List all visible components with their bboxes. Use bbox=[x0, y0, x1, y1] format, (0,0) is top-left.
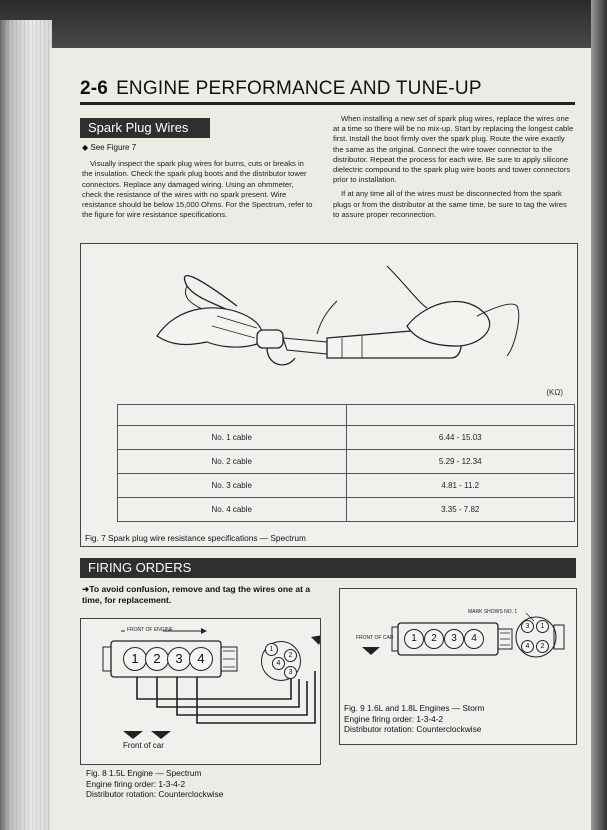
cylinder-1: 1 bbox=[123, 647, 147, 671]
fig9-firing-order: Engine firing order: 1-3-4-2 bbox=[344, 713, 444, 724]
table-row bbox=[118, 498, 575, 522]
front-of-car-label: FRONT OF CAR bbox=[356, 635, 394, 641]
fig9-caption-title: Fig. 9 1.6L and 1.8L Engines — Storm bbox=[344, 703, 485, 713]
cable-name: No. 4 cable bbox=[118, 498, 347, 522]
ohmmeter-hands-illustration bbox=[117, 246, 575, 404]
right-column-text bbox=[333, 114, 575, 224]
paragraph-tagging: If at any time all of the wires must be disconnected from the spark plugs or from the distributor at the same time, be sure to tag the wires to assure proper reconnection. bbox=[333, 189, 567, 219]
book-page-edges bbox=[0, 20, 52, 830]
cable-name: No. 3 cable bbox=[118, 474, 347, 498]
cylinder-3: 3 bbox=[444, 629, 464, 649]
see-figure-ref: ◆ See Figure 7 bbox=[82, 143, 137, 152]
left-column-text bbox=[82, 140, 314, 224]
table-row bbox=[118, 474, 575, 498]
cylinder-2: 2 bbox=[424, 629, 444, 649]
cable-resistance: 5.29 - 12.34 bbox=[346, 450, 575, 474]
paragraph-inspect: Visually inspect the spark plug wires for burns, cuts or breaks in the insulation. Check the spark plug boots and the distributor tower connectors. Replace any damaged wiring. Using an ohmmeter, check the resistance of the wires with no spark present. Wire resistance should be below 15,000 Ohms. For the Spectrum, refer to the figure for wire resistance specifications. bbox=[82, 159, 313, 220]
cylinder-4: 4 bbox=[189, 647, 213, 671]
distributor-tower-1: 1 bbox=[265, 643, 278, 656]
cylinder-1: 1 bbox=[404, 629, 424, 649]
page-header bbox=[80, 78, 482, 100]
section-heading-spark-plug-wires: Spark Plug Wires bbox=[80, 118, 210, 138]
figure-7-caption: Fig. 7 Spark plug wire resistance specifications — Spectrum bbox=[85, 533, 306, 543]
cable-name: No. 1 cable bbox=[118, 426, 347, 450]
mark-shows-label: MARK SHOWS NO. 1 bbox=[468, 609, 518, 615]
distributor-tower-2: 2 bbox=[284, 649, 297, 662]
resistance-unit: (KΩ) bbox=[546, 388, 563, 397]
cable-resistance: 6.44 - 15.03 bbox=[346, 426, 575, 450]
front-of-car-label: Front of car bbox=[123, 741, 164, 750]
manual-page bbox=[50, 48, 591, 830]
cable-resistance: 3.35 - 7.82 bbox=[346, 498, 575, 522]
table-row bbox=[118, 450, 575, 474]
distributor-tower-2: 2 bbox=[536, 640, 549, 653]
cylinder-3: 3 bbox=[167, 647, 191, 671]
cylinder-2: 2 bbox=[145, 647, 169, 671]
figure-7 bbox=[80, 243, 578, 547]
distributor-tower-1: 1 bbox=[536, 620, 549, 633]
cylinder-4: 4 bbox=[464, 629, 484, 649]
page-title: ENGINE PERFORMANCE AND TUNE-UP bbox=[116, 78, 482, 99]
fig8-caption-title: Fig. 8 1.5L Engine — Spectrum bbox=[86, 768, 202, 778]
header-rule bbox=[80, 102, 575, 105]
distributor-tower-3: 3 bbox=[521, 620, 534, 633]
note-arrow-icon: ➜ bbox=[82, 584, 90, 594]
scan-right-shadow bbox=[591, 0, 607, 830]
figure-8-caption bbox=[86, 768, 223, 800]
distributor-tower-4: 4 bbox=[521, 640, 534, 653]
paragraph-installing: When installing a new set of spark plug wires, replace the wires one at a time so there will be no mix-up. Start by replacing the longest cable first. Install the boot firmly over the spark plug. Route the wire exactly the same as the original. Connect the wire tower connector to the distributor. Repeat the process for each wire. Be sure to apply silicone dielectric compound to the spark plug wire boots and tower connectors prior to installation. bbox=[333, 114, 574, 185]
fig8-firing-order: Engine firing order: 1-3-4-2 bbox=[86, 778, 186, 789]
cable-name: No. 2 cable bbox=[118, 450, 347, 474]
distributor-tower-3: 3 bbox=[284, 666, 297, 679]
figure-9-caption bbox=[344, 703, 485, 735]
distributor-tower-4: 4 bbox=[272, 657, 285, 670]
fig9-rotation: Distributor rotation: Counterclockwise bbox=[344, 724, 482, 734]
figure-8 bbox=[80, 618, 321, 765]
scan-top-shadow bbox=[0, 0, 607, 48]
firing-orders-note: ➜To avoid confusion, remove and tag the wires one at a time, for replacement. bbox=[82, 584, 311, 605]
section-heading-firing-orders: FIRING ORDERS bbox=[80, 558, 576, 578]
fig8-rotation: Distributor rotation: Counterclockwise bbox=[86, 789, 224, 799]
front-of-engine-label: FRONT OF ENGINE bbox=[127, 627, 174, 633]
page-number: 2-6 bbox=[80, 78, 109, 99]
resistance-table bbox=[117, 404, 575, 522]
table-row bbox=[118, 426, 575, 450]
cable-resistance: 4.81 - 11.2 bbox=[346, 474, 575, 498]
